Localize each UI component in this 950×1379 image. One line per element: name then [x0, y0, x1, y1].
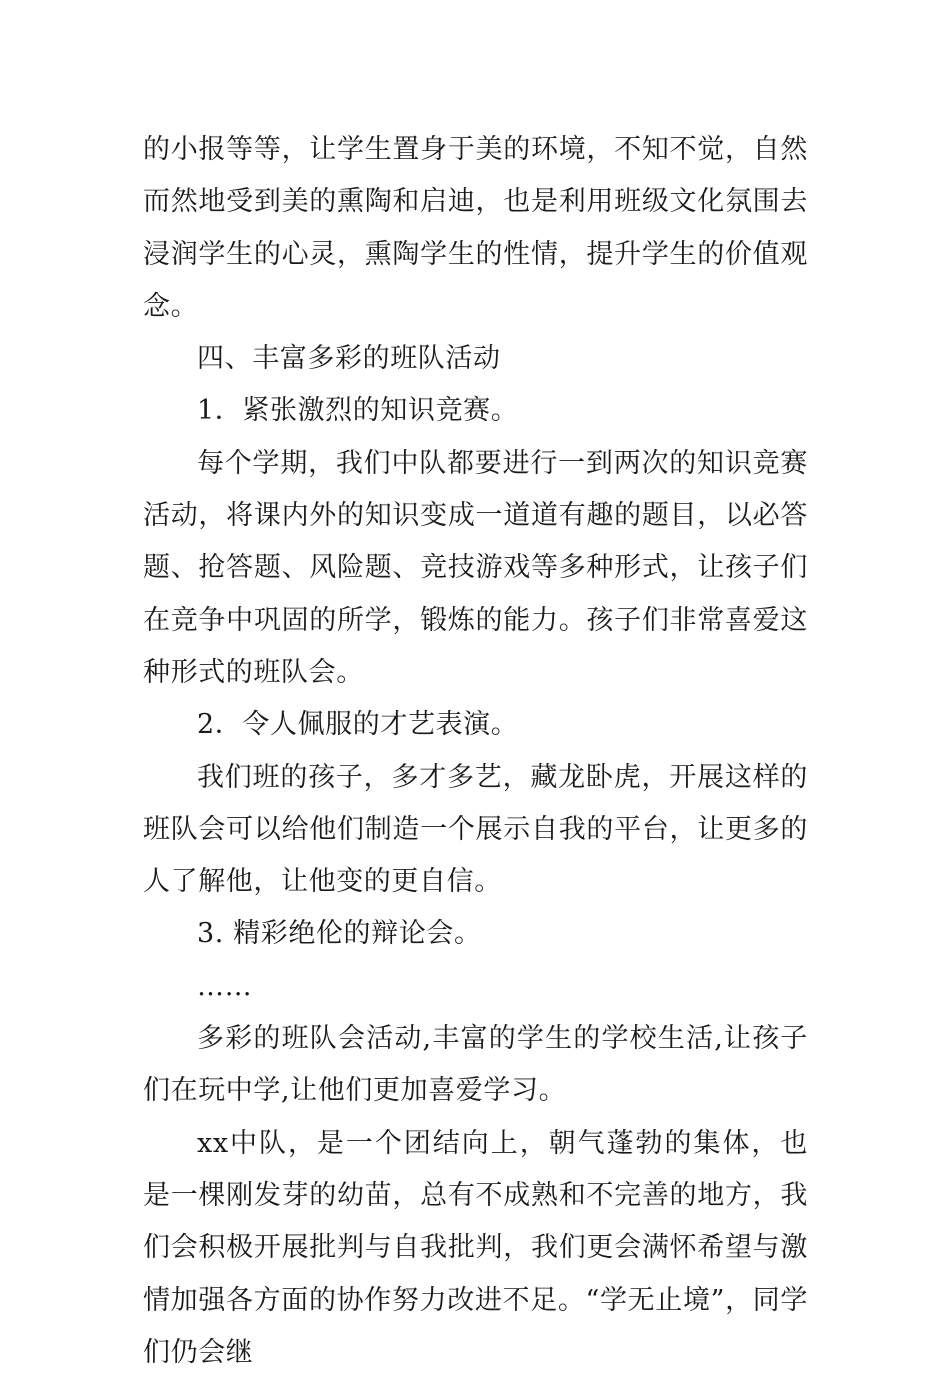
document-page	[143, 124, 808, 1379]
subheading-knowledge-contest: 1．紧张激烈的知识竞赛。	[197, 395, 519, 427]
subheading-debate: 3. 精彩绝伦的辩论会。	[197, 918, 482, 950]
paragraph-talent-show: 我们班的孩子，多才多艺，藏龙卧虎，开展这样的班队会可以给他们制造一个展示自我的平台，让更多的人了解他，让他变的更自信。	[143, 761, 808, 898]
section-heading-activities: 四、丰富多彩的班队活动	[197, 343, 501, 375]
paragraph-squadron: xx中队，是一个团结向上，朝气蓬勃的集体，也是一棵刚发芽的幼苗，总有不成熟和不完善的地方，我们会积极开展批判与自我批判，我们更会满怀希望与激情加强各方面的协作努力改进不足。“学无止境”，同学们仍会继	[143, 1127, 808, 1368]
paragraph-continuation: 的小报等等，让学生置身于美的环境，不知不觉，自然而然地受到美的熏陶和启迪，也是利用班级文化氛围去浸润学生的心灵，熏陶学生的性情，提升学生的价值观念。	[143, 134, 808, 322]
paragraph-summary: 多彩的班队会活动,丰富的学生的学校生活,让孩子们在玩中学,让他们更加喜爱学习。	[143, 1023, 808, 1107]
subheading-talent-show: 2．令人佩服的才艺表演。	[197, 709, 519, 741]
paragraph-knowledge-contest: 每个学期，我们中队都要进行一到两次的知识竞赛活动，将课内外的知识变成一道道有趣的题目，以必答题、抢答题、风险题、竞技游戏等多种形式，让孩子们在竞争中巩固的所学，锻炼的能力。孩子们非常喜爱这种形式的班队会。	[143, 447, 808, 688]
ellipsis-line: ……	[197, 970, 253, 1002]
